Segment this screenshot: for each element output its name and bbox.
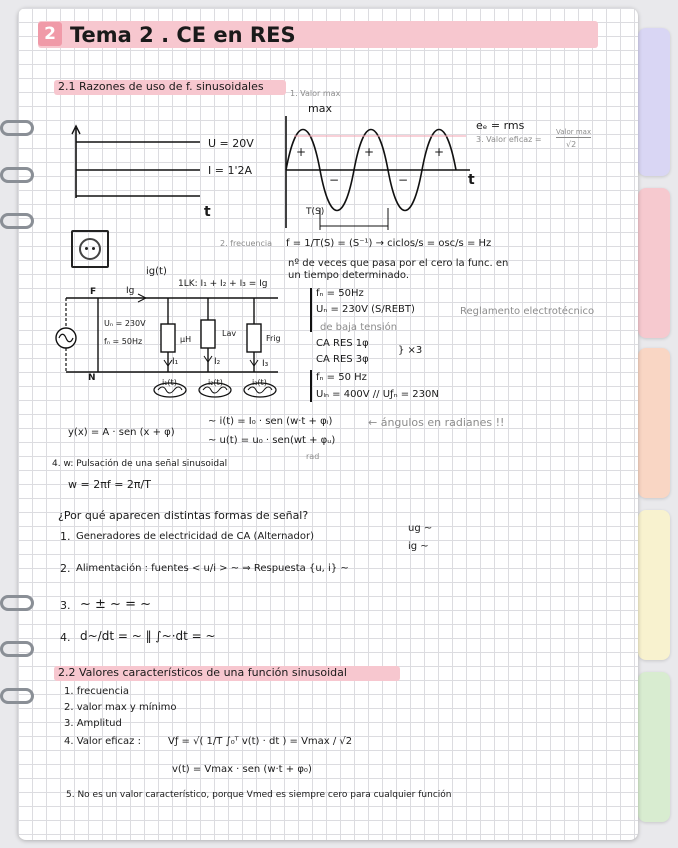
specs-un: Uₙ = 230V (S/REBT) [316,304,415,315]
item-2-text: Alimentación : fuentes < u/i > ~ ⇒ Respuesta {u, i} ~ [76,563,349,574]
dc-graph [70,118,210,208]
minus-2: − [398,173,409,187]
eficaz-frac-den: √2 [566,140,577,149]
specs-baja: de baja tensión [320,322,398,333]
socket-icon [71,230,109,268]
circuit-mu-label: μH [180,335,192,344]
specs-ca1: CA RES 1φ [316,338,369,349]
dc-time-label: t [204,204,211,220]
frequency-desc-2: un tiempo determinado. [288,270,410,281]
question-heading: ¿Por qué aparecen distintas formas de señal? [58,509,309,522]
s22-vt-formula: v(t) = Vmax · sen (w·t + φ₀) [172,764,312,775]
binder-ring [0,167,34,183]
tab-pink[interactable] [638,188,670,338]
pulsacion-formula: w = 2πf = 2π/T [68,478,151,491]
heading-22: 2.2 Valores característicos de una función sinusoidal [58,666,347,679]
eficaz-frac-num: Valor max [556,128,592,136]
circuit-Ig-label: Ig [126,286,135,296]
binder-ring [0,213,34,229]
circuit-fn-label: fₙ = 50Hz [104,337,143,346]
circuit-lav-label: Lav [222,329,237,338]
item-1-extra-2: ig ~ [408,541,429,552]
circuit-ilk-label: 1LK: I₁ + I₂ + I₃ = Ig [178,279,268,289]
item-3-number: 3. [60,599,71,612]
specs-x3: } ×3 [398,345,423,356]
circuit-ig-label: ig(t) [146,266,167,277]
binder-ring [0,595,34,611]
circuit-un-label: Uₙ = 230V [104,319,146,328]
minus-1: − [329,173,340,187]
circuit-F-label: F [90,287,97,297]
circuit-I3-label: I₃ [262,359,269,369]
s22-item-2: 2. valor max y mínimo [64,702,177,713]
heading-21: 2.1 Razones de uso de f. sinusoidales [58,80,264,93]
title-number: 2 [38,22,62,46]
notebook-page [18,8,638,840]
s22-item-4: 4. Valor eficaz : [64,736,141,747]
tab-peach[interactable] [638,348,670,498]
circuit-i1t-label: i₁(t) [162,378,177,387]
plus-1: + [296,145,307,159]
circuit-i3t-label: i₃(t) [252,378,267,387]
specs-ca3: CA RES 3φ [316,354,369,365]
tab-lavender[interactable] [638,28,670,176]
frequency-note: 2. frecuencia [220,239,273,248]
valor-eficaz-note: 3. Valor eficaz = [476,135,542,144]
binder-ring [0,120,34,136]
specs-fn2: fₙ = 50 Hz [316,372,367,383]
page-title: Tema 2 . CE en RES [70,23,296,47]
s22-vf-formula: Vƒ = √( 1/T ∫₀ᵀ v(t) · dt ) = Vmax / √2 [168,736,353,747]
circuit-I2-label: I₂ [214,357,221,367]
frequency-desc-1: nº de veces que pasa por el cero la func. en [288,258,509,269]
item-1-number: 1. [60,530,71,543]
circuit-N-label: N [88,373,96,383]
item-2-number: 2. [60,562,71,575]
eq-u: ~ u(t) = u₀ · sen(wt + φᵤ) [208,435,336,446]
specs-uln: Uₗₙ = 400V // Uƒₙ = 230N [316,389,439,400]
dc-voltage-label: U = 20V [208,137,254,150]
specs-fn: fₙ = 50Hz [316,288,364,299]
pulsacion-label: 4. w: Pulsación de una señal sinusoidal [52,459,228,469]
dc-current-label: I = 1'2A [208,164,252,177]
s22-item-1: 1. frecuencia [64,686,130,697]
tab-green[interactable] [638,672,670,822]
sine-time-label: t [468,172,475,188]
eq-angulos: ← ángulos en radianes !! [368,416,505,429]
tab-yellow[interactable] [638,510,670,660]
plus-3: + [434,145,445,159]
specs-reglamento: Reglamento electrotécnico [460,306,595,317]
eq-y: y(x) = A · sen (x + φ) [68,427,175,438]
circuit-I1-label: I₁ [172,357,179,367]
frequency-formula: f = 1/T(S) = (S⁻¹) → ciclos/s = osc/s = Hz [286,238,492,249]
s22-item-3: 3. Amplitud [64,718,122,729]
eq-i: ~ i(t) = I₀ · sen (w·t + φᵢ) [208,416,333,427]
valor-max-note: 1. Valor max [290,89,341,98]
specs-bracket [310,288,312,332]
binder-ring [0,688,34,704]
item-1-extra-1: ug ~ [408,523,433,534]
period-label: T(S) [306,207,325,217]
circuit-i2t-label: i₂(t) [208,378,223,387]
item-4-text: d~/dt = ~ ‖ ∫~·dt = ~ [80,629,216,643]
ef-rms-label: eₑ = rms [476,119,525,132]
specs-bracket-2 [310,370,312,402]
plus-2: + [364,145,375,159]
circuit-frig-label: Frig [266,334,281,343]
eq-rad: rad [306,452,320,461]
item-4-number: 4. [60,631,71,644]
max-label: max [308,102,332,115]
binder-ring [0,641,34,657]
item-3-text: ~ ± ~ = ~ [80,597,151,612]
s22-item-5: 5. No es un valor característico, porque Vmed es siempre cero para cualquier función [66,790,452,800]
item-1-text: Generadores de electricidad de CA (Alternador) [76,531,315,542]
